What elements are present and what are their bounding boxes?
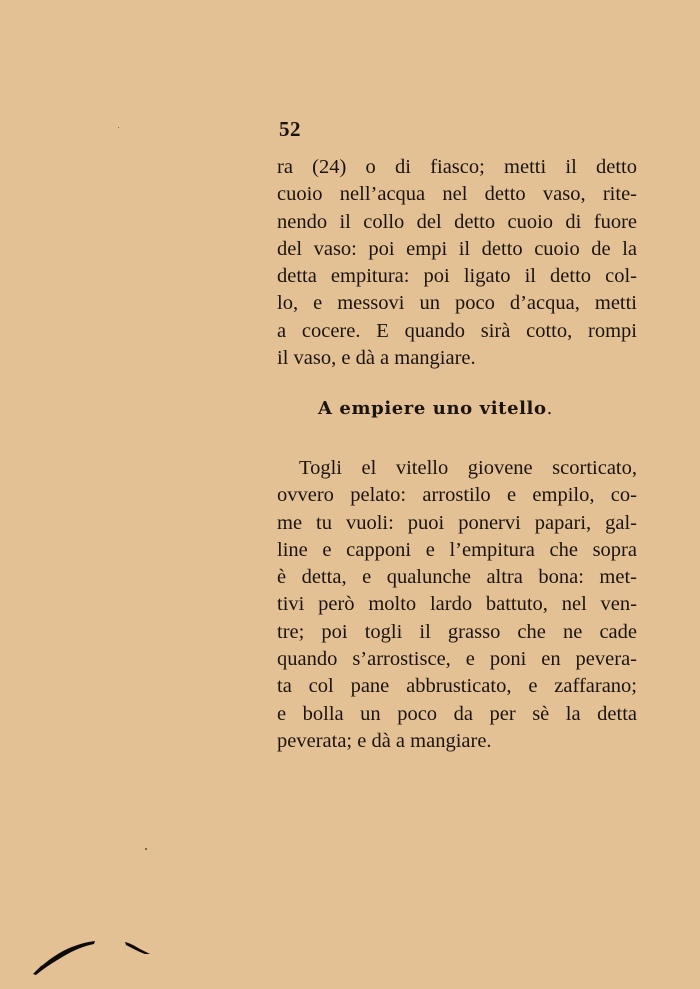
text-line: tivi però molto lardo battuto, nel ven-: [277, 593, 637, 616]
scan-speck: [118, 127, 119, 128]
text-line: ra (24) o di fiasco; metti il detto: [277, 156, 637, 178]
text-line: peverata; e dà a mangiare.: [277, 729, 492, 752]
text-line: lo, e messovi un poco d’acqua, metti: [277, 292, 637, 315]
continued-paragraph: [277, 154, 637, 372]
section-heading-text: A empiere uno vitello: [318, 398, 547, 419]
text-line: nendo il collo del detto cuoio di fuore: [277, 210, 637, 233]
text-line: cuoio nell’acqua nel detto vaso, rite-: [277, 183, 637, 206]
text-line: tre; poi togli il grasso che ne cade: [277, 620, 637, 643]
text-line: e bolla un poco da per sè la detta: [277, 702, 637, 725]
text-line: ovvero pelato: arrostilo e empilo, co-: [277, 484, 637, 507]
text-line: a cocere. E quando sirà cotto, rompi: [277, 319, 637, 342]
ink-smudge-left: [30, 936, 100, 978]
text-line: me tu vuoli: puoi ponervi papari, gal-: [277, 511, 637, 534]
text-line: line e capponi e l’empitura che sopra: [277, 538, 637, 561]
page-number: 52: [279, 117, 301, 141]
text-line: il vaso, e dà a mangiare.: [277, 347, 476, 370]
text-line: Togli el vitello giovene scorticato,: [299, 457, 637, 479]
section-paragraph: [277, 455, 637, 755]
section-heading: [318, 398, 553, 419]
text-line: ta col pane abbrusticato, e zaffarano;: [277, 675, 637, 698]
text-line: quando s’arrostisce, e poni en pevera-: [277, 648, 637, 671]
text-line: è detta, e qualunche altra bona: met-: [277, 566, 637, 589]
text-line: del vaso: poi empi il detto cuoio de la: [277, 237, 637, 260]
text-line: detta empitura: poi ligato il detto col-: [277, 265, 637, 288]
ink-smudge-right: [124, 940, 154, 960]
section-heading-period: .: [546, 398, 553, 419]
scan-speck: [145, 848, 147, 850]
